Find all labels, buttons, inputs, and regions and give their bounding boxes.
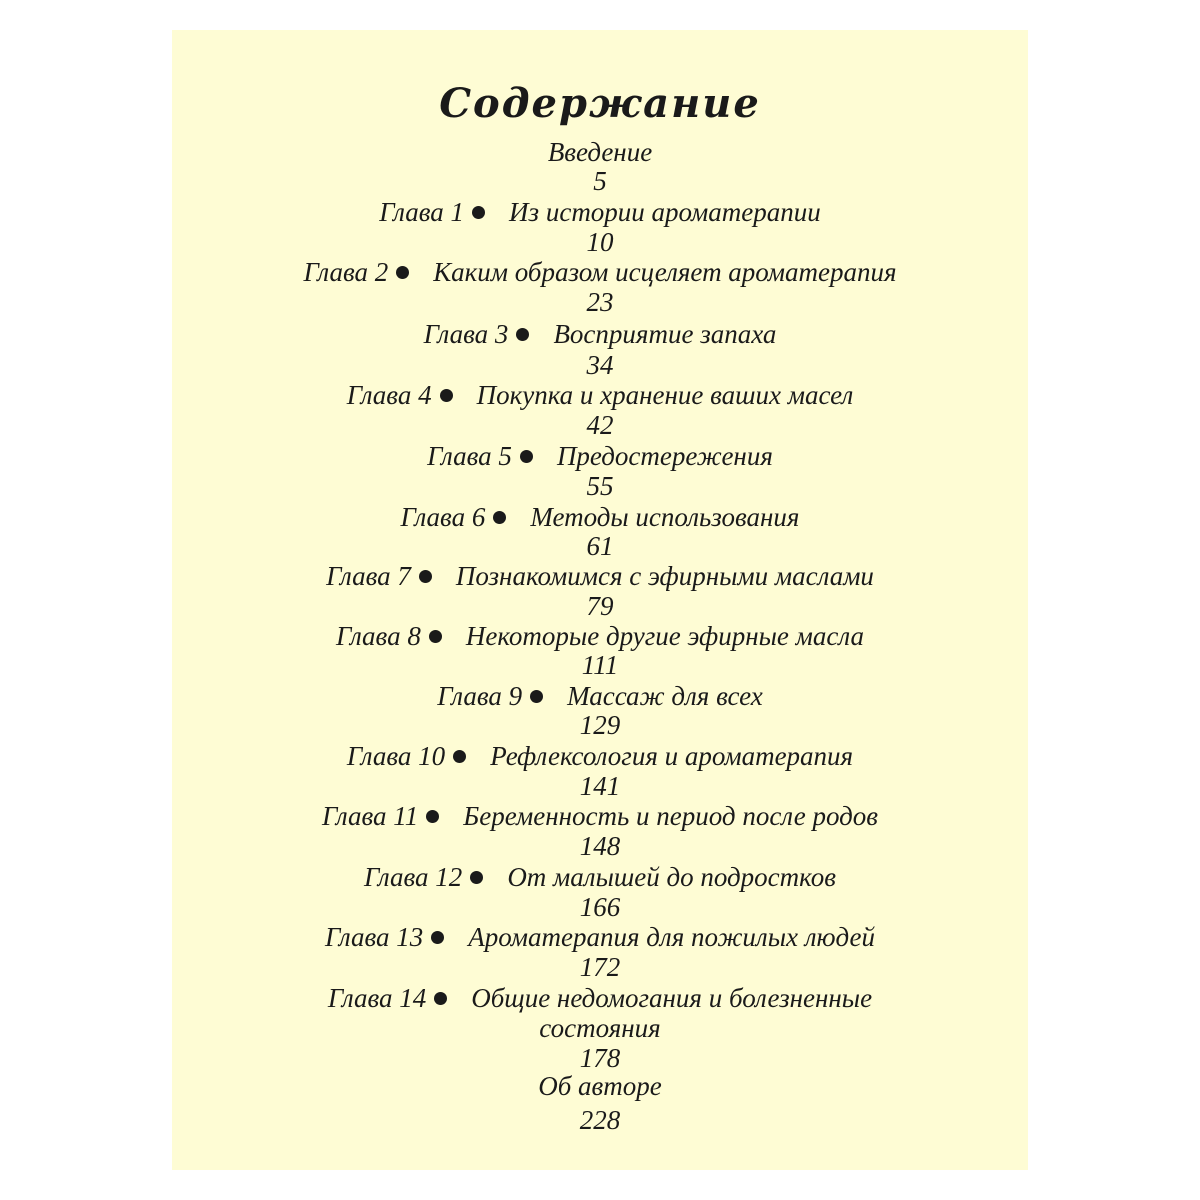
chapter-label: Глава 8	[336, 621, 421, 651]
toc-page-4: 42	[586, 410, 614, 440]
toc-entry-9	[172, 681, 1028, 711]
book-page	[172, 30, 1028, 1170]
bullet-icon	[434, 992, 447, 1005]
chapter-title: Познакомимся с эфирными маслами	[455, 561, 874, 591]
toc-entry-6	[172, 502, 1028, 532]
page-title: Содержание	[439, 80, 761, 127]
toc-page-2: 23	[586, 287, 614, 317]
chapter-label: Глава 3	[423, 319, 509, 349]
toc-entry-10	[172, 741, 1028, 771]
chapter-label: Глава 2	[303, 257, 389, 287]
bullet-icon	[493, 511, 506, 524]
toc-page-11: 148	[579, 831, 621, 861]
chapter-title: Ароматерапия для пожилых людей	[468, 922, 876, 952]
chapter-title: От малышей до подростков	[507, 862, 836, 892]
chapter-title: Некоторые другие эфирные масла	[465, 621, 864, 651]
bullet-icon	[453, 750, 466, 763]
chapter-title: Методы использования	[530, 502, 800, 532]
chapter-label: Глава 6	[400, 502, 486, 532]
chapter-label: Глава 12	[364, 862, 463, 892]
toc-entry-12	[172, 862, 1028, 892]
chapter-title: Предостережения	[556, 441, 773, 471]
chapter-label: Глава 4	[346, 380, 432, 410]
toc-page-5: 55	[586, 471, 614, 501]
toc-entry-5	[172, 441, 1028, 471]
chapter-title: Беременность и период после родов	[463, 801, 879, 831]
chapter-label: Глава 5	[427, 441, 512, 471]
chapter-label: Глава 14	[327, 983, 427, 1013]
toc-entry-13	[172, 922, 1028, 952]
toc-about-page: 228	[579, 1105, 621, 1135]
bullet-icon	[440, 389, 453, 402]
bullet-icon	[470, 871, 483, 884]
chapter-title: Каким образом исцеляет ароматерапия	[433, 257, 897, 287]
toc-intro-page: 5	[593, 166, 607, 196]
toc-entry-14-continued: состояния	[539, 1013, 661, 1043]
chapter-label: Глава 11	[321, 801, 419, 831]
chapter-title: Общие недомогания и болезненные	[471, 983, 873, 1013]
chapter-title: Массаж для всех	[567, 681, 763, 711]
chapter-label: Глава 10	[346, 741, 446, 771]
toc-page-8: 111	[581, 650, 619, 680]
bullet-icon	[530, 690, 543, 703]
bullet-icon	[419, 570, 432, 583]
toc-about-label: Об авторе	[538, 1071, 662, 1101]
chapter-title: Рефлексология и ароматерапия	[490, 741, 854, 771]
toc-page-1: 10	[586, 227, 614, 257]
toc-page-10: 141	[579, 771, 621, 801]
bullet-icon	[429, 630, 442, 643]
chapter-title: Из истории ароматерапии	[509, 197, 821, 227]
chapter-label: Глава 13	[324, 922, 424, 952]
toc-page-7: 79	[586, 591, 614, 621]
toc-entry-2	[172, 257, 1028, 287]
chapter-title: Восприятие запаха	[553, 319, 777, 349]
bullet-icon	[516, 328, 529, 341]
toc-page-13: 172	[579, 952, 621, 982]
toc-intro-label: Введение	[547, 137, 653, 167]
toc-entry-7	[172, 561, 1028, 591]
chapter-title: Покупка и хранение ваших масел	[476, 380, 854, 410]
toc-entry-8	[172, 621, 1028, 651]
chapter-label: Глава 7	[326, 561, 411, 591]
toc-entry-1	[172, 197, 1028, 227]
bullet-icon	[431, 931, 444, 944]
toc-page-3: 34	[586, 350, 614, 380]
chapter-label: Глава 9	[437, 681, 523, 711]
toc-entry-14	[172, 983, 1028, 1013]
toc-page-12: 166	[579, 892, 621, 922]
toc-entry-4	[172, 380, 1028, 410]
bullet-icon	[396, 266, 409, 279]
bullet-icon	[426, 810, 439, 823]
toc-page-14: 178	[579, 1043, 621, 1073]
toc-page-9: 129	[579, 710, 621, 740]
bullet-icon	[472, 206, 485, 219]
bullet-icon	[520, 450, 533, 463]
toc-page-6: 61	[586, 531, 614, 561]
toc-entry-11	[172, 801, 1028, 831]
toc-entry-3	[172, 319, 1028, 349]
chapter-label: Глава 1	[379, 197, 465, 227]
